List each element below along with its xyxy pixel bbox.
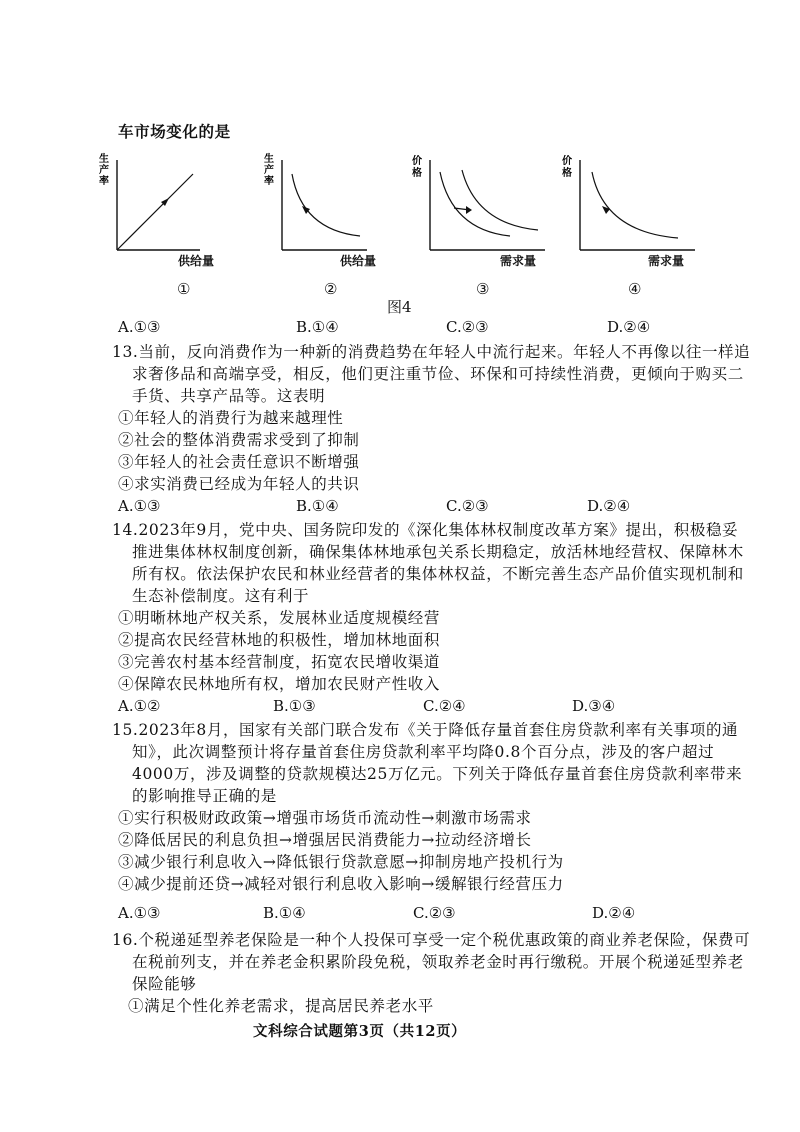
chart-1-y-char-3: 率 (99, 176, 109, 187)
q14-item-3: ③完善农村基本经营制度，拓宽农民增收渠道 (118, 653, 441, 671)
chart-2 (262, 152, 372, 266)
q15-line-2: 知》，此次调整预计将存量首套住房贷款利率平均降0.8个百分点，涉及的客户超过 (132, 743, 715, 761)
chart-3-curve-2 (462, 170, 538, 230)
q14-option-a[interactable]: A.①② (118, 697, 161, 715)
chart-2-caption: ② (324, 280, 338, 298)
chart-3-svg (410, 152, 550, 262)
chart-4-arrow (602, 206, 610, 214)
q15-item-1: ①实行积极财政政策→增强市场货币流动性→刺激市场需求 (118, 809, 532, 827)
chart-3-x-label: 需求量 (500, 254, 537, 268)
q15-item-4: ④减少提前还贷→减轻对银行利息收入影响→缓解银行经营压力 (118, 875, 564, 893)
page-footer: 文科综合试题第3页（共12页） (253, 1023, 467, 1040)
q15-line-3: 4000万，涉及调整的贷款规模达25万亿元。下列关于降低存量首套住房贷款利率带来 (132, 765, 743, 783)
chart-1-x-label: 供给量 (178, 254, 215, 268)
figure-title: 图4 (387, 298, 412, 316)
chart-2-y-char-2: 产 (264, 165, 274, 176)
chart-1-caption: ① (177, 280, 191, 298)
q13-option-d[interactable]: D.②④ (587, 497, 631, 515)
chart-3-y-char-2: 格 (412, 168, 422, 179)
chart-2-svg (262, 152, 372, 262)
q14-line-4: 生态补偿制度。这有利于 (132, 587, 310, 605)
chart-1-curve (117, 174, 193, 250)
fig4-option-a[interactable]: A.①③ (118, 318, 161, 336)
chart-4 (560, 152, 700, 266)
q14-option-b[interactable]: B.①③ (273, 697, 316, 715)
chart-1-svg (95, 152, 205, 262)
q16-line-1: 16.个税递延型养老保险是一种个人投保可享受一定个税优惠政策的商业养老保险，保费可 (112, 931, 751, 949)
chart-4-y-char-2: 格 (562, 168, 572, 179)
chart-4-x-label: 需求量 (648, 254, 685, 268)
q13-line-1: 13.当前，反向消费作为一种新的消费趋势在年轻人中流行起来。年轻人不再像以往一样追 (112, 343, 751, 361)
fig4-intro: 车市场变化的是 (118, 122, 231, 141)
chart-2-y-label (264, 152, 274, 187)
q14-line-1: 14.2023年9月，党中央、国务院印发的《深化集体林权制度改革方案》提出，积极稳妥 (112, 521, 739, 539)
chart-2-y-char-1: 生 (264, 154, 274, 165)
q15-line-4: 的影响推导正确的是 (132, 787, 277, 805)
q16-line-3: 保险能够 (132, 975, 197, 993)
chart-1-y-char-1: 生 (99, 154, 109, 165)
chart-1 (95, 152, 205, 266)
chart-2-y-char-3: 率 (264, 176, 274, 187)
chart-4-y-label (562, 154, 572, 179)
q13-option-b[interactable]: B.①④ (296, 497, 339, 515)
q15-option-d[interactable]: D.②④ (592, 904, 636, 922)
chart-2-curve (292, 174, 360, 236)
q15-line-1: 15.2023年8月，国家有关部门联合发布《关于降低存量首套住房贷款利率有关事项的通 (112, 721, 739, 739)
q13-item-4: ④求实消费已经成为年轻人的共识 (118, 475, 360, 493)
chart-4-caption: ④ (628, 280, 642, 298)
q14-line-3: 所有权。依法保护农民和林业经营者的集体林权益，不断完善生态产品价值实现机制和 (132, 565, 744, 583)
chart-3-y-label (412, 154, 422, 179)
q13-option-c[interactable]: C.②③ (446, 497, 489, 515)
q14-item-4: ④保障农民林地所有权，增加农民财产性收入 (118, 675, 441, 693)
chart-3-y-char-1: 价 (412, 156, 422, 167)
chart-3-shift-arrow-head (466, 206, 472, 214)
q13-option-a[interactable]: A.①③ (118, 497, 161, 515)
q13-item-2: ②社会的整体消费需求受到了抑制 (118, 431, 360, 449)
q15-option-b[interactable]: B.①④ (263, 904, 306, 922)
chart-4-svg (560, 152, 700, 262)
q15-item-2: ②降低居民的利息负担→增强居民消费能力→拉动经济增长 (118, 831, 532, 849)
fig4-option-d[interactable]: D.②④ (607, 318, 651, 336)
q15-item-3: ③减少银行利息收入→降低银行贷款意愿→抑制房地产投机行为 (118, 853, 564, 871)
chart-4-curve (592, 172, 678, 238)
q14-item-2: ②提高农民经营林地的积极性，增加林地面积 (118, 631, 441, 649)
q13-item-1: ①年轻人的消费行为越来越理性 (118, 409, 344, 427)
chart-2-x-label: 供给量 (340, 254, 377, 268)
chart-3-caption: ③ (476, 280, 490, 298)
chart-1-y-char-2: 产 (99, 165, 109, 176)
q15-option-c[interactable]: C.②③ (413, 904, 456, 922)
chart-3 (410, 152, 550, 266)
chart-3-curve-1 (440, 172, 510, 236)
q14-option-c[interactable]: C.②④ (423, 697, 466, 715)
q13-item-3: ③年轻人的社会责任意识不断增强 (118, 453, 360, 471)
fig4-option-c[interactable]: C.②③ (446, 318, 489, 336)
chart-1-y-label (99, 152, 109, 187)
q14-option-d[interactable]: D.③④ (572, 697, 616, 715)
fig4-option-b[interactable]: B.①④ (296, 318, 339, 336)
q16-line-2: 在税前列支，并在养老金积累阶段免税，领取养老金时再行缴税。开展个税递延型养老 (132, 953, 744, 971)
q14-line-2: 推进集体林权制度创新，确保集体林地承包关系长期稳定，放活林地经营权、保障林木 (132, 543, 744, 561)
q13-line-2: 求奢侈品和高端享受，相反，他们更注重节俭、环保和可持续性消费，更倾向于购买二 (132, 365, 744, 383)
q14-item-1: ①明晰林地产权关系，发展林业适度规模经营 (118, 609, 441, 627)
q13-line-3: 手货、共享产品等。这表明 (132, 387, 326, 405)
q15-option-a[interactable]: A.①③ (118, 904, 161, 922)
q16-item-1: ①满足个性化养老需求，提高居民养老水平 (128, 997, 434, 1015)
chart-4-y-char-1: 价 (562, 156, 572, 167)
